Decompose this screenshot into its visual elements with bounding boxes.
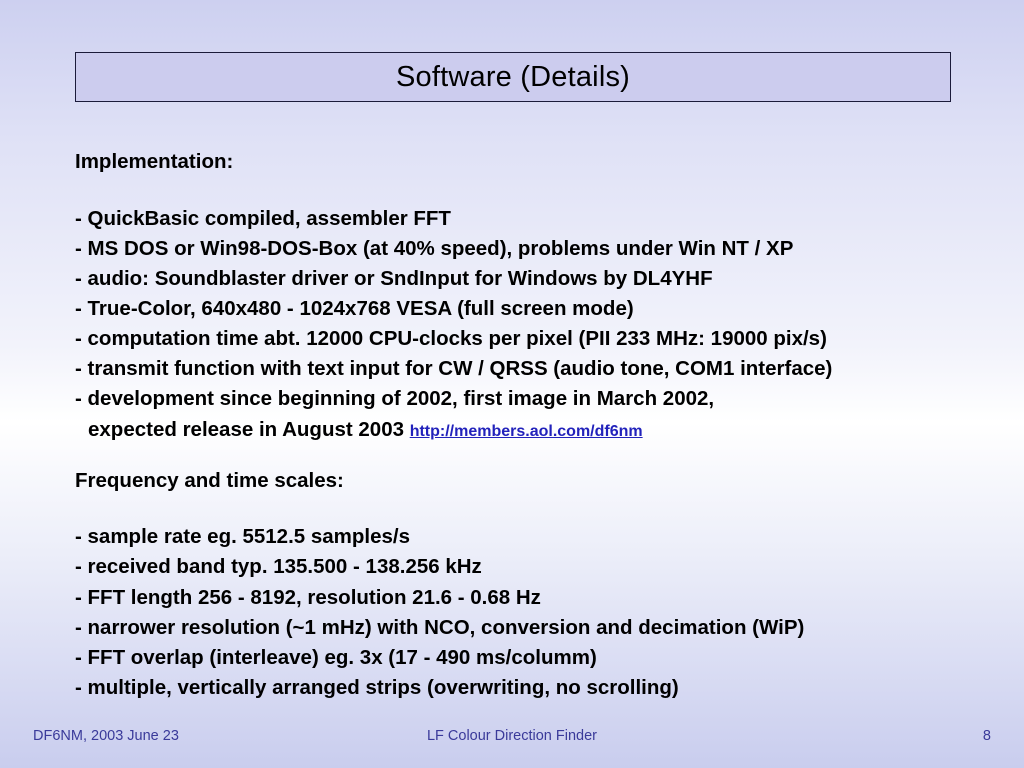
spacer	[75, 186, 975, 204]
footer-author: DF6NM, 2003 June 23	[33, 728, 179, 744]
footer-title: LF Colour Direction Finder	[426, 728, 598, 744]
page-title: Software (Details)	[395, 60, 631, 93]
slide-footer	[0, 728, 1024, 746]
list-item: - transmit function with text input for CW / QRSS (audio tone, COM1 interface)	[75, 357, 833, 381]
footer-page-number: 8	[982, 728, 991, 744]
list-item: - development since beginning of 2002, first image in March 2002,	[75, 387, 715, 411]
spacer	[75, 504, 975, 522]
list-item: - QuickBasic compiled, assembler FFT	[75, 206, 451, 230]
frequency-list	[75, 522, 975, 703]
section-heading-implementation: Implementation:	[75, 150, 234, 173]
list-item: - multiple, vertically arranged strips (overwriting, no scrolling)	[75, 675, 679, 699]
website-link[interactable]: http://members.aol.com/df6nm	[409, 422, 643, 440]
list-item-continuation	[75, 415, 975, 445]
list-item: - audio: Soundblaster driver or SndInput for Windows by DL4YHF	[75, 266, 713, 290]
list-item: - narrower resolution (~1 mHz) with NCO, conversion and decimation (WiP)	[75, 615, 805, 639]
list-item: - computation time abt. 12000 CPU-clocks per pixel (PII 233 MHz: 19000 pix/s)	[75, 327, 827, 351]
spacer	[75, 445, 975, 467]
list-item: - FFT overlap (interleave) eg. 3x (17 - 490 ms/columm)	[75, 645, 597, 669]
list-item: - True-Color, 640x480 - 1024x768 VESA (full screen mode)	[75, 297, 634, 321]
list-item: - FFT length 256 - 8192, resolution 21.6 - 0.68 Hz	[75, 585, 541, 609]
continuation-text: expected release in August 2003	[88, 417, 404, 441]
list-item: - sample rate eg. 5512.5 samples/s	[75, 525, 411, 549]
list-item: - MS DOS or Win98-DOS-Box (at 40% speed), problems under Win NT / XP	[75, 236, 794, 260]
section-heading-frequency: Frequency and time scales:	[75, 468, 344, 492]
slide-title-box	[75, 52, 951, 102]
implementation-list	[75, 204, 975, 445]
slide-body	[75, 148, 975, 703]
list-item: - received band typ. 135.500 - 138.256 kHz	[75, 555, 482, 579]
